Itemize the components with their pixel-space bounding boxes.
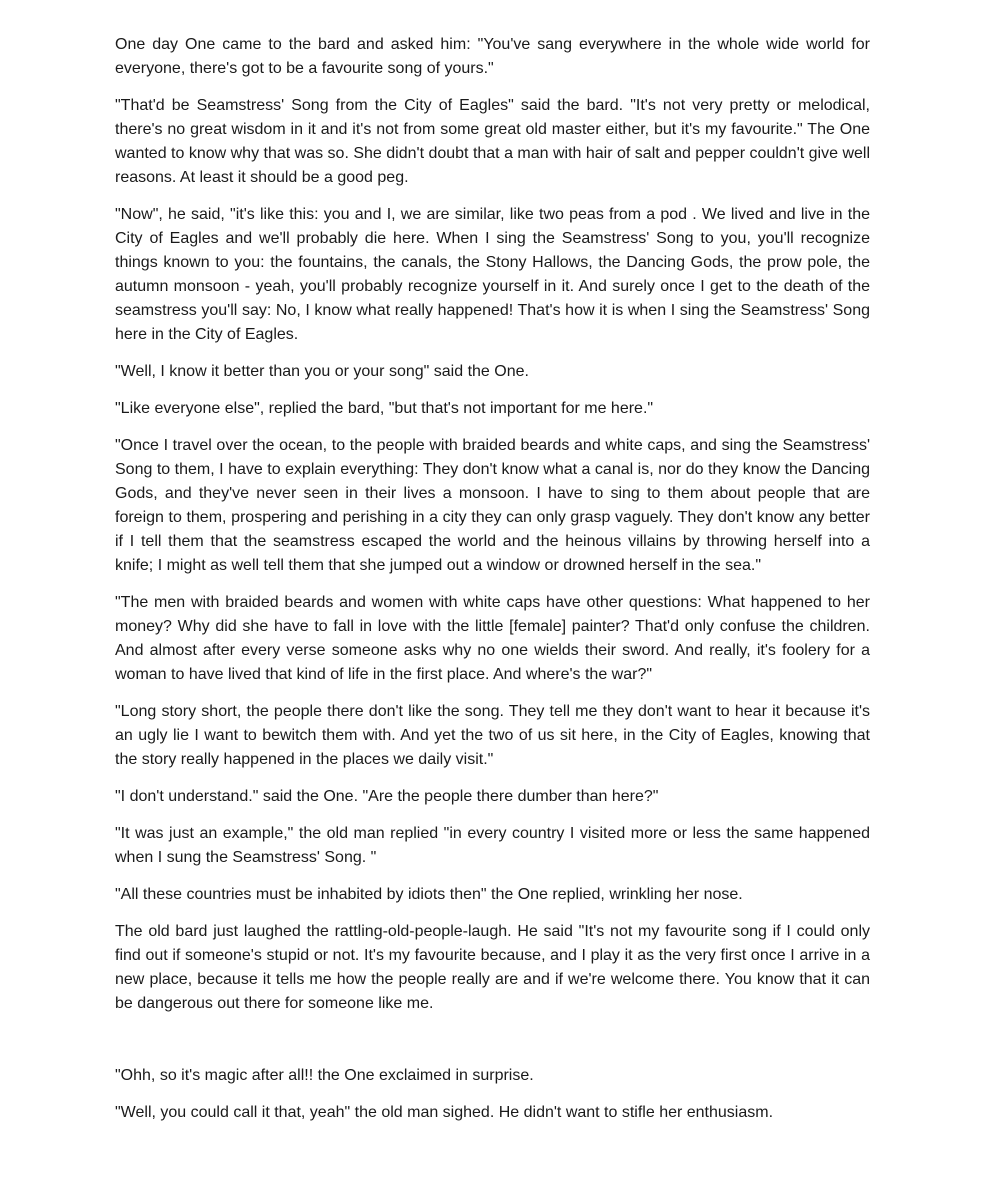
paragraph-2: "That'd be Seamstress' Song from the City of Eagles" said the bard. "It's not very pretty or melodical, there's no great wisdom in it and it's not from some great old master either, but it's my favourite." The One wanted to know why that was so. She didn't doubt that a man with hair of salt and pepper couldn't give well reasons. At least it should be a good peg.: [115, 97, 870, 186]
paragraph-3: "Now", he said, "it's like this: you and I, we are similar, like two peas from a pod . We lived and live in the City of Eagles and we'll probably die here. When I sing the Seamstress' Song to you, you'll recognize things known to you: the fountains, the canals, the Stony Hallows, the Dancing Gods, the prow pole, the autumn monsoon - yeah, you'll probably recognize yourself in it. And surely once I get to the death of the seamstress you'll say: No, I know what really happened! That's how it is when I sing the Seamstress' Song here in the City of Eagles.: [115, 206, 870, 343]
paragraph-7: "The men with braided beards and women with white caps have other questions: What happened to her money? Why did she have to fall in love with the little [female] painter? That'd only confuse the children. And almost after every verse someone asks why no one wields their sword. And really, it's foolery for a woman to have lived that kind of life in the first place. And where's the war?": [115, 594, 870, 683]
paragraph-11: "All these countries must be inhabited by idiots then" the One replied, wrinkling her nose.: [115, 886, 743, 903]
paragraph-9: "I don't understand." said the One. "Are the people there dumber than here?": [115, 788, 659, 805]
paragraph-13: "Ohh, so it's magic after all!! the One exclaimed in surprise.: [115, 1067, 534, 1084]
paragraph-6: "Once I travel over the ocean, to the people with braided beards and white caps, and sing the Seamstress' Song to them, I have to explain everything: They don't know what a canal is, nor do they know the Dancing Gods, and they've never seen in their lives a monsoon. I have to sing to them about people that are foreign to them, prospering and perishing in a city they can only grasp vaguely. They don't know any better if I tell them that the seamstress escaped the world and the heinous villains by throwing herself into a knife; I might as well tell them that she jumped out a window or drowned herself in the sea.": [115, 437, 870, 574]
paragraph-8: "Long story short, the people there don't like the song. They tell me they don't want to hear it because it's an ugly lie I want to bewitch them with. And yet the two of us sit here, in the City of Eagles, knowing that the story really happened in the places we daily visit.": [115, 703, 870, 768]
paragraph-14: "Well, you could call it that, yeah" the old man sighed. He didn't want to stifle her enthusiasm.: [115, 1104, 774, 1121]
document-page: [115, 33, 870, 1138]
paragraph-4: "Well, I know it better than you or your song" said the One.: [115, 363, 529, 380]
paragraph-5: "Like everyone else", replied the bard, "but that's not important for me here.": [115, 400, 654, 417]
paragraph-10: "It was just an example," the old man replied "in every country I visited more or less the same happened when I sung the Seamstress' Song. ": [115, 825, 870, 866]
paragraph-12: The old bard just laughed the rattling-old-people-laugh. He said "It's not my favourite song if I could only find out if someone's stupid or not. It's my favourite because, and I play it as the very first once I arrive in a new place, because it tells me how the people really are and if we're welcome there. You know that it can be dangerous out there for someone like me.: [115, 923, 870, 1012]
paragraph-1: One day One came to the bard and asked him: "You've sang everywhere in the whole wide world for everyone, there's got to be a favourite song of yours.": [115, 36, 870, 77]
